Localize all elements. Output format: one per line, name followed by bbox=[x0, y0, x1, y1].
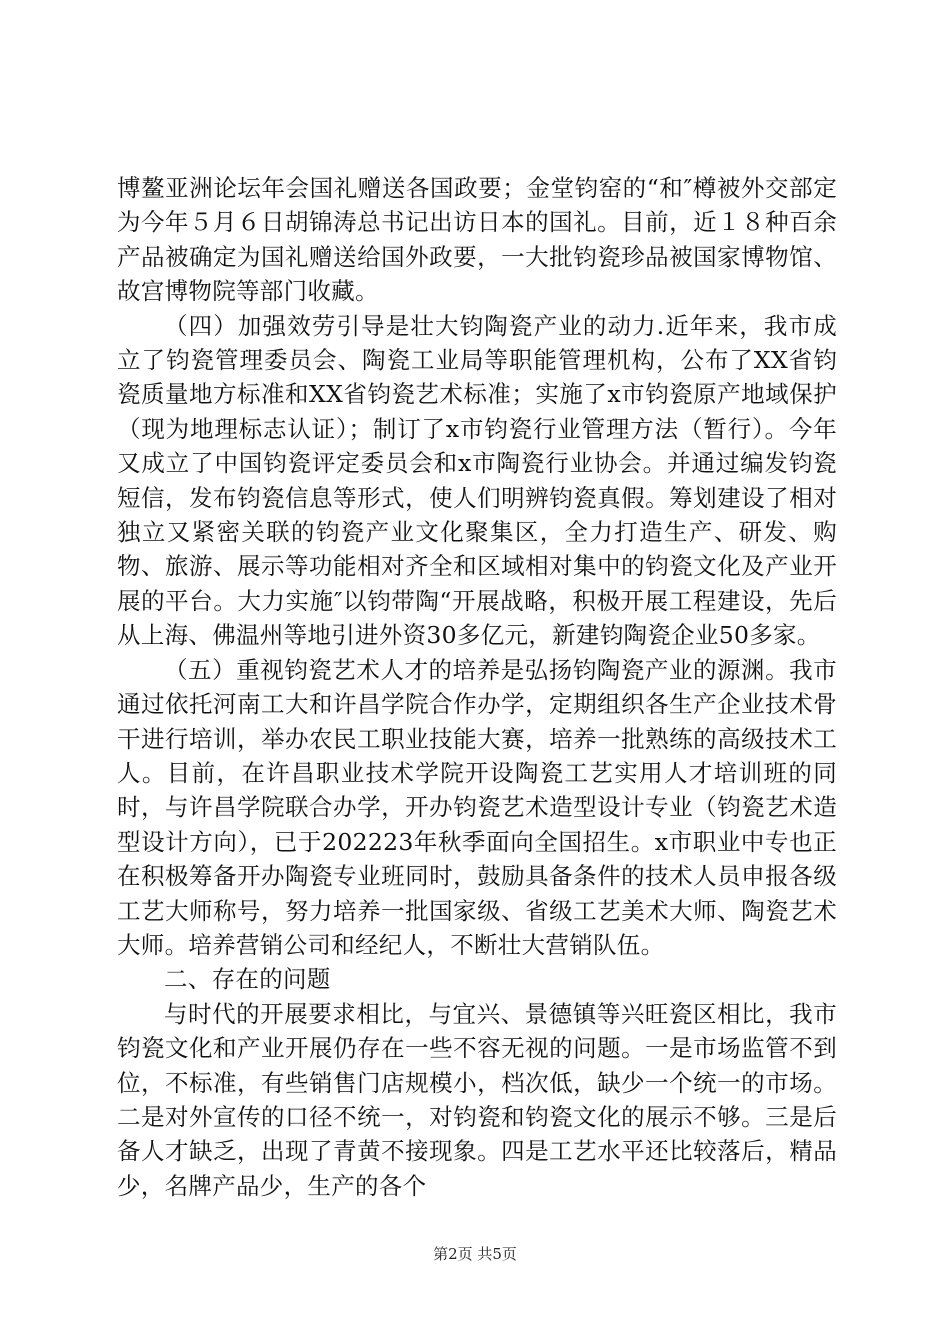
document-body bbox=[117, 171, 837, 1203]
paragraph-problems: 与时代的开展要求相比，与宜兴、景德镇等兴旺瓷区相比，我市钧瓷文化和产业开展仍存在一些不容无视的问题。一是市场监管不到位，不标准，有些销售门店规模小，档次低，缺少一个统一的市场。二是对外宣传的口径不统一，对钧瓷和钧瓷文化的展示不够。三是后备人才缺乏，出现了青黄不接现象。四是工艺水平还比较落后，精品少，名牌产品少，生产的各个 bbox=[117, 999, 837, 1200]
section-heading-problems: 二、存在的问题 bbox=[164, 965, 331, 994]
paragraph-continuation: 博鳌亚洲论坛年会国礼赠送各国政要；金堂钧窑的“和″樽被外交部定为今年５月６日胡锦涛总书记出访日本的国礼。目前，近１８种百余产品被确定为国礼赠送给国外政要，一大批钧瓷珍品被国家博物馆、故宫博物院等部门收藏。 bbox=[117, 174, 837, 306]
page-footer: 第2页 共5页 bbox=[433, 1245, 517, 1263]
paragraph-section-4: （四）加强效劳引导是壮大钧陶瓷产业的动力.近年来，我市成立了钧瓷管理委员会、陶瓷工业局等职能管理机构，公布了XX省钧瓷质量地方标准和XX省钧瓷艺术标准；实施了x市钧瓷原产地域保护（现为地理标志认证）；制订了x市钧瓷行业管理方法（暂行）。今年又成立了中国钧瓷评定委员会和x市陶瓷行业协会。并通过编发钧瓷短信，发布钧瓷信息等形式，使人们明辨钧瓷真假。筹划建设了相对独立又紧密关联的钧瓷产业文化聚集区，全力打造生产、研发、购物、旅游、展示等功能相对齐全和区域相对集中的钧瓷文化及产业开展的平台。大力实施″以钧带陶“开展战略，积极开展工程建设，先后从上海、佛温州等地引进外资30多亿元，新建钧陶瓷企业50多家。 bbox=[117, 311, 837, 650]
paragraph-section-5: （五）重视钧瓷艺术人才的培养是弘扬钧陶瓷产业的源渊。我市通过依托河南工大和许昌学院合作办学，定期组织各生产企业技术骨干进行培训，举办农民工职业技能大赛，培养一批熟练的高级技术工人。目前，在许昌职业技术学院开设陶瓷工艺实用人才培训班的同时，与许昌学院联合办学，开办钧瓷艺术造型设计专业（钧瓷艺术造型设计方向），已于202223年秋季面向全国招生。x市职业中专也正在积极筹备开办陶瓷专业班同时，鼓励具备条件的技术人员申报各级工艺大师称号，努力培养一批国家级、省级工艺美术大师、陶瓷艺术大师。培养营销公司和经纪人，不断壮大营销队伍。 bbox=[117, 655, 837, 959]
